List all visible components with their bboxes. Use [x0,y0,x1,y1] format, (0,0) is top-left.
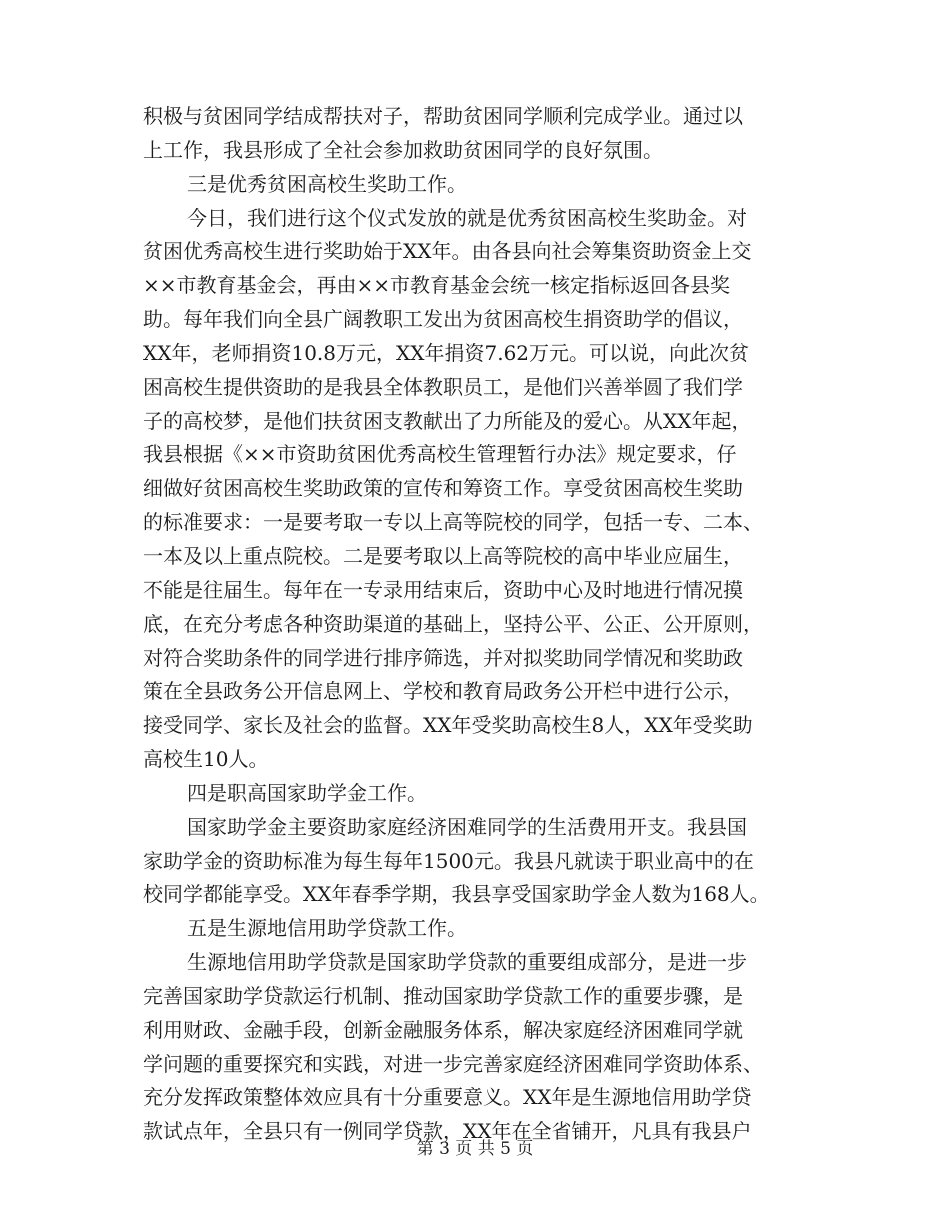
paragraph-first-line: 国家助学金主要资助家庭经济困难同学的生活费用开支。我县国 [187,814,747,839]
document-body [143,100,809,1149]
text-line: 对符合奖助条件的同学进行排序筛选，并对拟奖助同学情况和奖助政 [143,645,743,670]
paragraph-first-line: 五是生源地信用助学贷款工作。 [187,916,467,941]
text-line: 学问题的重要探究和实践，对进一步完善家庭经济困难同学资助体系、 [143,1051,763,1076]
text-line: 家助学金的资助标准为每生每年1500元。我县凡就读于职业高中的在 [143,848,754,873]
text-line: 我县根据《××市资助贫困优秀高校生管理暂行办法》规定要求，仔 [143,442,737,467]
page-footer: 第 3 页 共 5 页 [416,1139,534,1159]
text-line: 款试点年，全县只有一例同学贷款，XX年在全省铺开，凡具有我县户 [143,1119,752,1144]
text-line: 高校生10人。 [143,747,269,772]
text-line: 细做好贫困高校生奖助政策的宣传和筹资工作。享受贫困高校生奖助 [143,476,743,501]
text-line: 底，在充分考虑各种资助渠道的基础上，坚持公平、公正、公开原则， [143,611,763,636]
paragraph-first-line: 生源地信用助学贷款是国家助学贷款的重要组成部分，是进一步 [187,950,747,975]
paragraph-first-line: 四是职高国家助学金工作。 [187,780,427,805]
text-line: XX年，老师捐资10.8万元，XX年捐资7.62万元。可以说，向此次贫 [143,340,750,365]
text-line: 一本及以上重点院校。二是要考取以上高等院校的高中毕业应届生， [143,543,743,568]
text-line: 的标准要求：一是要考取一专以上高等院校的同学，包括一专、二本、 [143,510,763,535]
text-line: 困高校生提供资助的是我县全体教职员工，是他们兴善举圆了我们学 [143,374,743,399]
text-line: 校同学都能享受。XX年春季学期，我县享受国家助学金人数为168人。 [143,882,770,907]
text-line: 不能是往届生。每年在一专录用结束后，资助中心及时地进行情况摸 [143,577,743,602]
text-line: 上工作，我县形成了全社会参加救助贫困同学的良好氛围。 [143,137,663,162]
text-line: 积极与贫困同学结成帮扶对子，帮助贫困同学顺利完成学业。通过以 [143,104,743,128]
text-line: 接受同学、家长及社会的监督。XX年受奖助高校生8人，XX年受奖助 [143,713,753,738]
text-line: ××市教育基金会，再由××市教育基金会统一核定指标返回各县奖 [143,273,731,298]
text-line: 助。每年我们向全县广阔教职工发出为贫困高校生捐资助学的倡议， [143,307,743,332]
text-line: 充分发挥政策整体效应具有十分重要意义。XX年是生源地信用助学贷 [143,1085,752,1110]
text-line: 策在全县政务公开信息网上、学校和教育局政务公开栏中进行公示， [143,679,743,704]
paragraph-first-line: 三是优秀贫困高校生奖助工作。 [187,171,467,196]
text-line: 完善国家助学贷款运行机制、推动国家助学贷款工作的重要步骤，是 [143,983,743,1008]
text-line: 贫困优秀高校生进行奖助始于XX年。由各县向社会筹集资助资金上交 [143,239,752,264]
paragraph-first-line: 今日，我们进行这个仪式发放的就是优秀贫困高校生奖助金。对 [187,205,747,230]
text-line: 子的高校梦，是他们扶贫困支教献出了力所能及的爱心。从XX年起， [143,408,752,433]
text-line: 利用财政、金融手段，创新金融服务体系，解决家庭经济困难同学就 [143,1017,743,1042]
